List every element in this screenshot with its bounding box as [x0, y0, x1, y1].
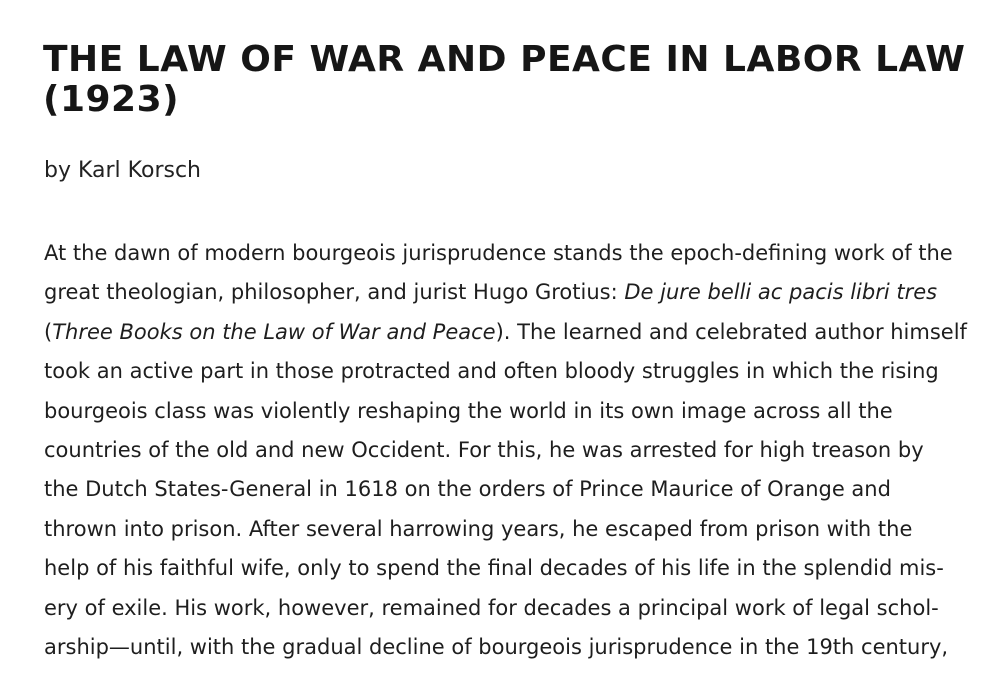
- text-run: (: [44, 319, 53, 344]
- body-line: [44, 628, 984, 667]
- body-line: [44, 313, 984, 352]
- text-run: bourgeois class was violently reshaping the world in its own image across all the: [44, 398, 893, 423]
- body-line: [44, 352, 984, 391]
- text-run: countries of the old and new Occident. For this, he was arrested for high treason by: [44, 438, 924, 463]
- text-run: At the dawn of modern bourgeois jurisprudence stands the epoch-defining work of the: [44, 241, 953, 265]
- text-run: took an active part in those protracted and often bloody struggles in which the rising: [44, 359, 939, 384]
- text-run: the Dutch States-General in 1618 on the orders of Prince Maurice of Orange and: [44, 477, 891, 502]
- body-line: [44, 549, 984, 588]
- body-line: [44, 431, 984, 470]
- text-run: ery of exile. His work, however, remained for decades a principal work of legal schol-: [44, 595, 939, 620]
- text-run: ). The learned and celebrated author himself: [495, 319, 967, 344]
- article-body: [44, 234, 984, 667]
- body-line: [44, 589, 984, 628]
- book-title-english: Three Books on the Law of War and Peace: [52, 319, 496, 344]
- body-line: [44, 470, 984, 509]
- text-run: thrown into prison. After several harrowing years, he escaped from prison with the: [44, 516, 913, 541]
- body-line: [44, 392, 984, 431]
- body-line: [44, 273, 984, 312]
- article-title: THE LAW OF WAR AND PEACE IN LABOR LAW (1923): [43, 39, 966, 120]
- book-title-latin: De jure belli ac pacis libri tres: [624, 280, 938, 305]
- article-byline: by Karl Korsch: [44, 158, 201, 183]
- body-line: [44, 510, 984, 549]
- body-line: [44, 234, 984, 273]
- text-run: help of his faithful wife, only to spend the final decades of his life in the splendid mis-: [44, 556, 944, 581]
- text-run: arship—until, with the gradual decline of bourgeois jurisprudence in the 19th century,: [44, 635, 949, 660]
- text-run: great theologian, philosopher, and jurist Hugo Grotius:: [44, 280, 625, 305]
